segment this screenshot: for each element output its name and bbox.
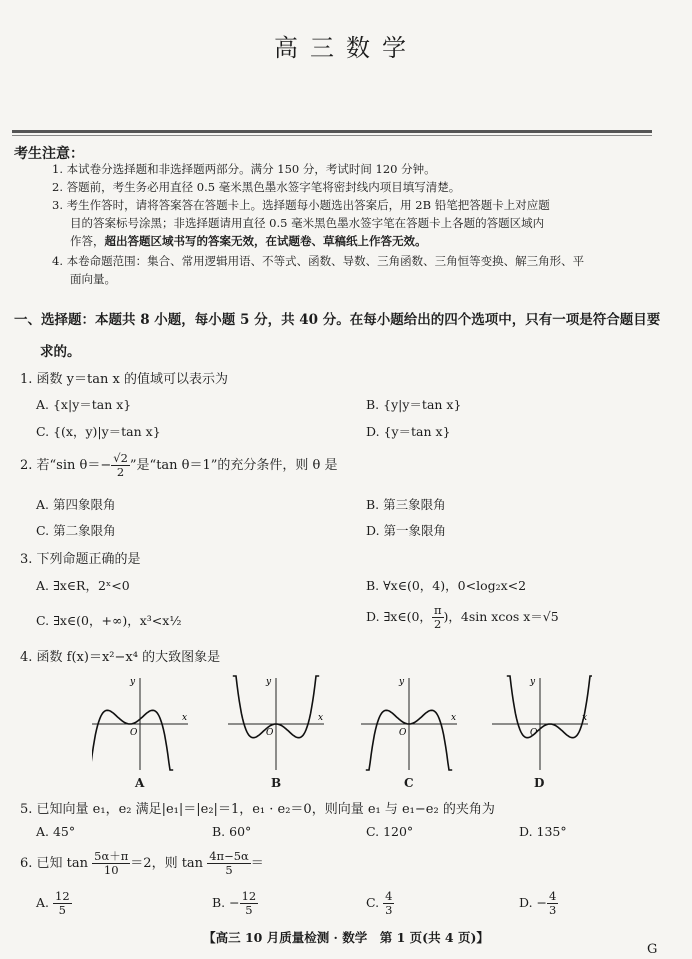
q3-stem: 3. 下列命题正确的是	[20, 552, 141, 567]
x-axis-label: x	[182, 713, 188, 723]
q6-d-den: 3	[549, 903, 557, 917]
q2-stem-post: ”是“tan θ＝1”的充分条件，则 θ 是	[129, 458, 338, 473]
header-rule	[12, 130, 652, 133]
origin-label: O	[130, 728, 138, 738]
q6-b-prefix: B. −	[212, 895, 240, 910]
q6-c-den: 3	[385, 903, 393, 917]
q1-option-a: A. {x|y＝tan x}	[36, 397, 132, 412]
curve	[507, 676, 592, 738]
q6-c-num: 4	[385, 889, 393, 903]
y-axis-label: y	[530, 677, 536, 687]
q2-fraction	[111, 452, 130, 479]
q6-d-prefix: D. −	[519, 895, 547, 910]
q4-graph-a	[92, 674, 192, 772]
notice-item-3-cont2	[70, 233, 427, 249]
notice-item-4-cont: 面向量。	[70, 272, 116, 286]
q3-d-pre: D. ∃x∈(0，	[366, 609, 432, 624]
q6-mid: ＝2，则 tan	[130, 856, 204, 871]
q6-f2-den: 5	[225, 863, 233, 877]
q6-b-fraction	[240, 890, 259, 917]
q6-pre: 6. 已知 tan	[20, 856, 89, 871]
q3-d-frac-den: 2	[434, 617, 442, 631]
q1-option-d: D. {y＝tan x}	[366, 424, 451, 439]
page-title: 高三数学	[274, 34, 418, 62]
q3-d-frac-num: π	[433, 603, 442, 617]
notice-heading: 考生注意：	[14, 146, 84, 162]
q2-option-c: C. 第二象限角	[36, 523, 116, 538]
notice-warning: 超出答题区域书写的答案无效，在试题卷、草稿纸上作答无效。	[104, 234, 427, 248]
q4-stem: 4. 函数 f(x)＝x²−x⁴ 的大致图象是	[20, 650, 221, 665]
notice-item-3: 3. 考生作答时，请将答案答在答题卡上。选择题每小题选出答案后，用 2B 铅笔把答题卡上对应题	[52, 198, 550, 212]
x-axis-label: x	[451, 713, 457, 723]
q6-a-den: 5	[58, 903, 66, 917]
q6-stem	[20, 850, 264, 877]
origin-label: O	[266, 728, 274, 738]
q2-stem	[20, 452, 338, 479]
q6-a-fraction	[53, 890, 72, 917]
q5-option-c: C. 120°	[366, 824, 414, 839]
q5-option-b: B. 60°	[212, 824, 252, 839]
corner-mark: G	[647, 942, 658, 957]
q2-stem-pre: 2. 若“sin θ＝−	[20, 458, 112, 473]
q3-option-d	[366, 604, 559, 631]
q2-option-b: B. 第三象限角	[366, 497, 446, 512]
q3-option-a: A. ∃x∈R，2ˣ<0	[36, 578, 130, 593]
q6-a-prefix: A.	[36, 895, 50, 910]
q4-graph-b	[228, 674, 328, 772]
x-axis-label: x	[318, 713, 324, 723]
notice-item-3-cont: 目的答案标号涂黑；非选择题请用直径 0.5 毫米黑色墨水签字笔在答题卡上各题的答题区域内	[70, 216, 545, 230]
q4-graph-label-c: C	[404, 776, 414, 790]
q6-f2-num: 4π−5α	[209, 849, 249, 863]
q6-fraction-1	[92, 850, 130, 877]
q6-b-den: 5	[245, 903, 253, 917]
q6-b-num: 12	[241, 889, 257, 903]
y-axis-label: y	[130, 677, 136, 687]
q6-d-fraction	[547, 890, 558, 917]
section-heading-cont: 求的。	[40, 344, 81, 360]
q6-d-num: 4	[549, 889, 557, 903]
q5-option-a: A. 45°	[36, 824, 76, 839]
q6-option-c	[366, 890, 394, 917]
q6-f1-num: 5α＋π	[94, 849, 129, 863]
q6-option-b	[212, 890, 258, 917]
notice-item-3-tail: 作答，	[70, 234, 105, 248]
q4-graph-label-b: B	[271, 776, 282, 790]
q3-d-fraction	[432, 604, 444, 631]
origin-label: O	[530, 728, 538, 738]
notice-item-2: 2. 答题前，考生务必用直径 0.5 毫米黑色墨水签字笔将密封线内项目填写清楚。	[52, 180, 461, 194]
origin-label: O	[399, 728, 407, 738]
q4-graph-label-a: A	[135, 776, 145, 790]
notice-item-4: 4. 本卷命题范围：集合、常用逻辑用语、不等式、函数、导数、三角函数、三角恒等变换、解三角形、平	[52, 254, 585, 268]
q6-option-a	[36, 890, 72, 917]
q2-frac-num: √2	[113, 451, 128, 465]
q6-c-prefix: C.	[366, 895, 380, 910]
q4-graph-d	[492, 674, 592, 772]
q6-f1-den: 10	[103, 863, 119, 877]
section-heading: 一、选择题：本题共 8 小题，每小题 5 分，共 40 分。在每小题给出的四个选项中，只有一项是符合题目要	[14, 312, 661, 328]
q5-option-d: D. 135°	[519, 824, 567, 839]
q6-a-num: 12	[55, 889, 70, 903]
q5-stem: 5. 已知向量 e₁，e₂ 满足|e₁|＝|e₂|＝1，e₁ · e₂＝0，则向量 e₁ 与 e₁−e₂ 的夹角为	[20, 802, 495, 817]
q4-graph-label-d: D	[534, 776, 545, 790]
q3-option-c: C. ∃x∈(0，+∞)，x³<x½	[36, 613, 182, 628]
q6-post: ＝	[250, 856, 264, 871]
header-rule-thin	[12, 135, 652, 136]
q1-option-c: C. {(x，y)|y＝tan x}	[36, 424, 161, 439]
q2-option-d: D. 第一象限角	[366, 523, 447, 538]
q2-option-a: A. 第四象限角	[36, 497, 116, 512]
x-axis-label: x	[582, 713, 588, 723]
q3-option-b: B. ∀x∈(0，4)，0<log₂x<2	[366, 578, 527, 593]
q2-frac-den: 2	[116, 465, 125, 479]
y-axis-label: y	[266, 677, 272, 687]
q1-stem: 1. 函数 y＝tan x 的值域可以表示为	[20, 372, 228, 387]
q6-c-fraction	[383, 890, 394, 917]
notice-item-1: 1. 本试卷分选择题和非选择题两部分。满分 150 分，考试时间 120 分钟。	[52, 162, 436, 176]
curve	[92, 710, 173, 770]
q6-option-d	[519, 890, 558, 917]
q4-graph-c	[361, 674, 461, 772]
q1-option-b: B. {y|y＝tan x}	[366, 397, 462, 412]
q3-d-post: )，4sin xcos x＝√5	[443, 609, 559, 624]
y-axis-label: y	[399, 677, 405, 687]
q6-fraction-2	[207, 850, 251, 877]
page-footer: 【高三 10 月质量检测 · 数学 第 1 页(共 4 页)】	[203, 930, 489, 945]
